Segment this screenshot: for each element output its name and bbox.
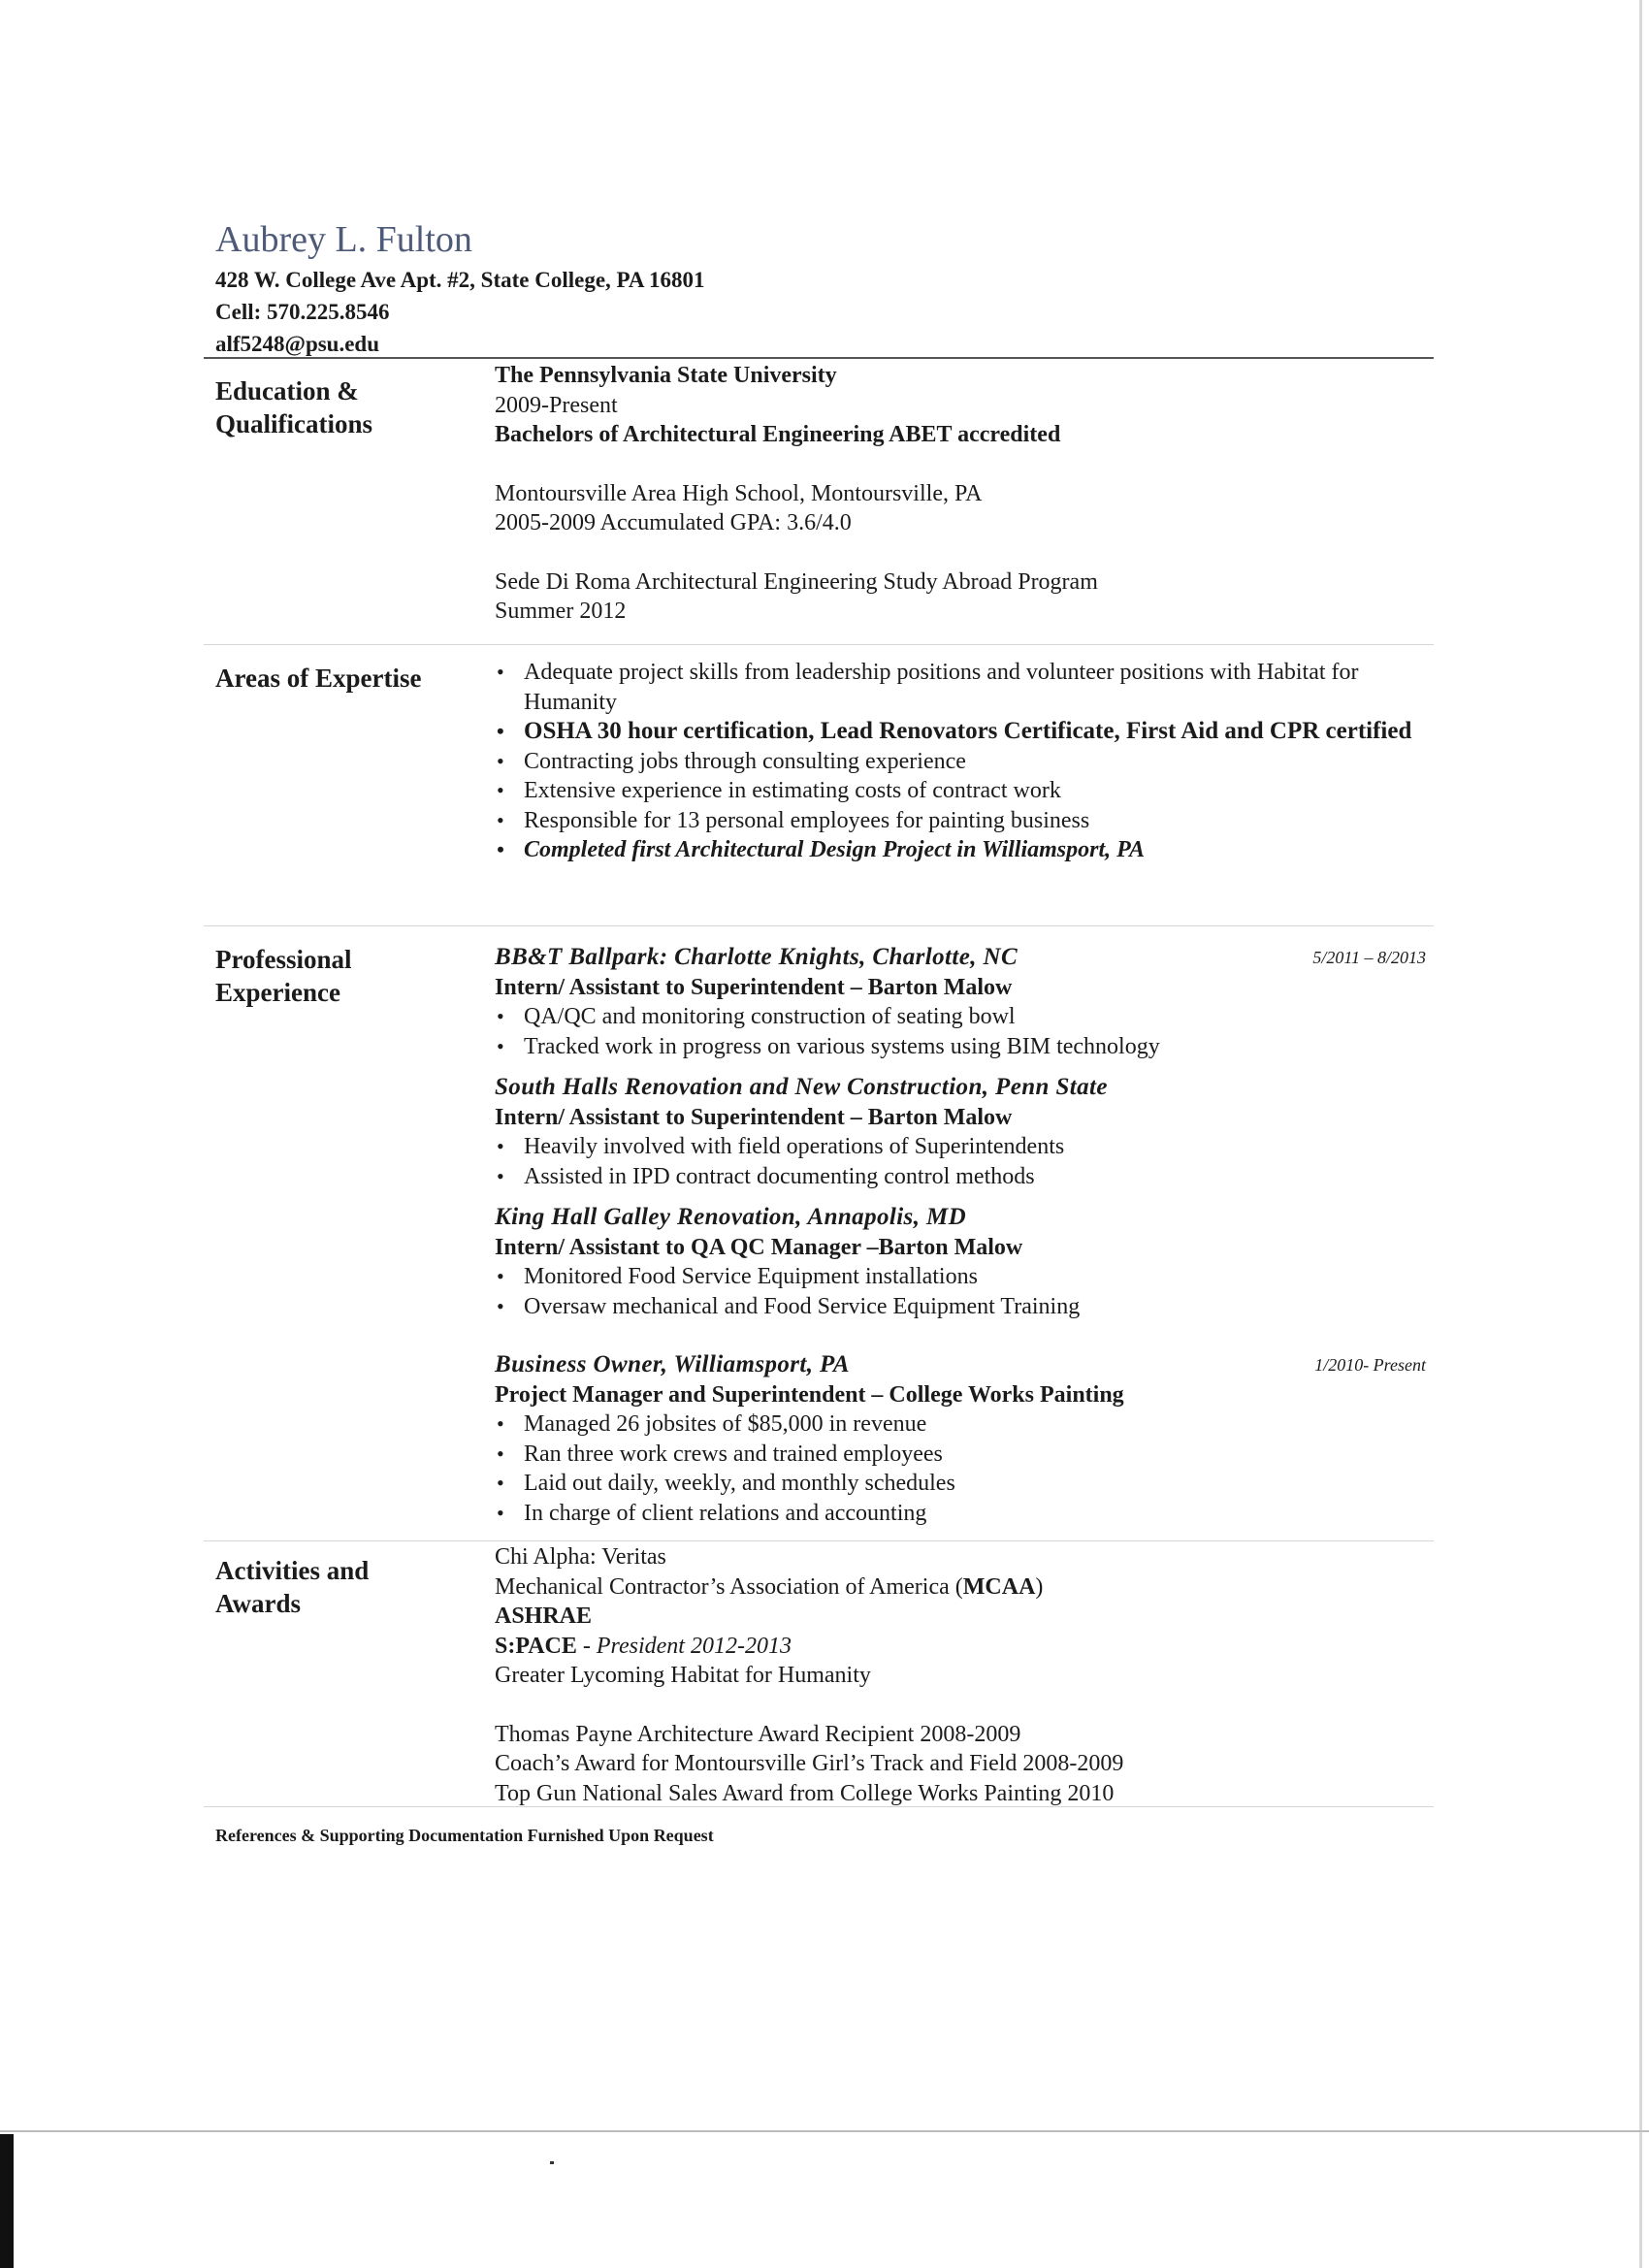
education-line: Summer 2012 [495, 599, 627, 624]
section-divider [204, 925, 1434, 926]
list-item: • Oversaw mechanical and Food Service Equipment Training [495, 1292, 1426, 1322]
email: alf5248@psu.edu [215, 332, 380, 356]
section-divider [204, 644, 1434, 645]
activities-body [495, 1542, 1426, 1808]
job-bullets [495, 1409, 1426, 1528]
activity-item: S:PACE - President 2012-2013 [495, 1633, 792, 1659]
address: 428 W. College Ave Apt. #2, State College, PA 16801 [215, 268, 705, 292]
activity-item: ASHRAE [495, 1604, 593, 1629]
activity-item: Mechanical Contractor’s Association of America (MCAA) [495, 1573, 1044, 1600]
list-item: • OSHA 30 hour certification, Lead Renovators Certificate, First Aid and CPR certified [495, 717, 1416, 747]
job-title: Business Owner, Williamsport, PA [495, 1351, 850, 1377]
activity-item: Greater Lycoming Habitat for Humanity [495, 1663, 871, 1688]
job-entry [495, 943, 1426, 1061]
experience-body [495, 943, 1426, 1528]
job-title: South Halls Renovation and New Construction, Penn State [495, 1074, 1108, 1100]
list-item: • Laid out daily, weekly, and monthly schedules [495, 1469, 1426, 1499]
list-item: • Heavily involved with field operations of Superintendents [495, 1132, 1426, 1162]
list-item: • QA/QC and monitoring construction of seating bowl [495, 1002, 1426, 1032]
job-title: King Hall Galley Renovation, Annapolis, MD [495, 1204, 967, 1230]
job-role: Intern/ Assistant to Superintendent – Barton Malow [495, 974, 1013, 1000]
job-role: Intern/ Assistant to Superintendent – Barton Malow [495, 1104, 1013, 1130]
award-item: Coach’s Award for Montoursville Girl’s Track and Field 2008-2009 [495, 1751, 1124, 1776]
award-item: Top Gun National Sales Award from College Works Painting 2010 [495, 1780, 1115, 1806]
list-item: • Adequate project skills from leadership positions and volunteer positions with Habitat for Humanity [495, 658, 1416, 717]
job-date: 1/2010- Present [1314, 1355, 1426, 1375]
job-date: 5/2011 – 8/2013 [1312, 948, 1426, 967]
list-item: • Tracked work in progress on various systems using BIM technology [495, 1032, 1426, 1062]
section-divider [204, 1540, 1434, 1541]
list-item: • Responsible for 13 personal employees for painting business [495, 806, 1426, 836]
list-item: • Ran three work crews and trained employees [495, 1440, 1426, 1470]
expertise-body [495, 658, 1426, 865]
header-divider [204, 357, 1434, 359]
list-item: • Completed first Architectural Design Project in Williamsport, PA [495, 835, 1426, 865]
activity-item: Chi Alpha: Veritas [495, 1544, 666, 1570]
education-line: Sede Di Roma Architectural Engineering Study Abroad Program [495, 568, 1098, 595]
activities-label: Activities and Awards [215, 1556, 370, 1618]
job-bullets [495, 1262, 1426, 1321]
job-entry [495, 1350, 1426, 1528]
education-line: Montoursville Area High School, Montoursville, PA [495, 480, 983, 506]
job-role: Intern/ Assistant to QA QC Manager –Barton Malow [495, 1234, 1023, 1260]
education-body [495, 361, 1426, 627]
job-bullets [495, 1002, 1426, 1061]
education-line: The Pennsylvania State University [495, 363, 837, 388]
scan-shadow [0, 2134, 14, 2268]
candidate-name: Aubrey L. Fulton [215, 219, 472, 260]
references-note: References & Supporting Documentation Furnished Upon Request [215, 1826, 714, 1845]
job-bullets [495, 1132, 1426, 1191]
expertise-label: Areas of Expertise [215, 664, 422, 693]
scan-edge-line [1639, 0, 1642, 2268]
scan-speck [550, 2161, 554, 2164]
job-entry [495, 1073, 1426, 1191]
phone: Cell: 570.225.8546 [215, 300, 390, 324]
education-line: 2005-2009 Accumulated GPA: 3.6/4.0 [495, 510, 852, 535]
award-item: Thomas Payne Architecture Award Recipient 2008-2009 [495, 1721, 1021, 1747]
list-item: • Extensive experience in estimating costs of contract work [495, 776, 1426, 806]
list-item: • Managed 26 jobsites of $85,000 in revenue [495, 1409, 1426, 1440]
job-entry [495, 1203, 1426, 1321]
resume-header [215, 215, 1428, 360]
section-divider [204, 1806, 1434, 1807]
job-title: BB&T Ballpark: Charlotte Knights, Charlotte, NC [495, 944, 1018, 970]
job-role: Project Manager and Superintendent – College Works Painting [495, 1381, 1124, 1408]
scan-bottom-line [0, 2130, 1649, 2132]
education-line: 2009-Present [495, 392, 618, 418]
education-label: Education & Qualifications [215, 376, 373, 438]
list-item: • Contracting jobs through consulting experience [495, 747, 1426, 777]
list-item: • In charge of client relations and accounting [495, 1499, 1426, 1529]
expertise-list [495, 658, 1426, 865]
list-item: • Monitored Food Service Equipment installations [495, 1262, 1426, 1292]
education-line: Bachelors of Architectural Engineering ABET accredited [495, 422, 1061, 447]
experience-label: Professional Experience [215, 945, 352, 1007]
list-item: • Assisted in IPD contract documenting control methods [495, 1162, 1426, 1192]
